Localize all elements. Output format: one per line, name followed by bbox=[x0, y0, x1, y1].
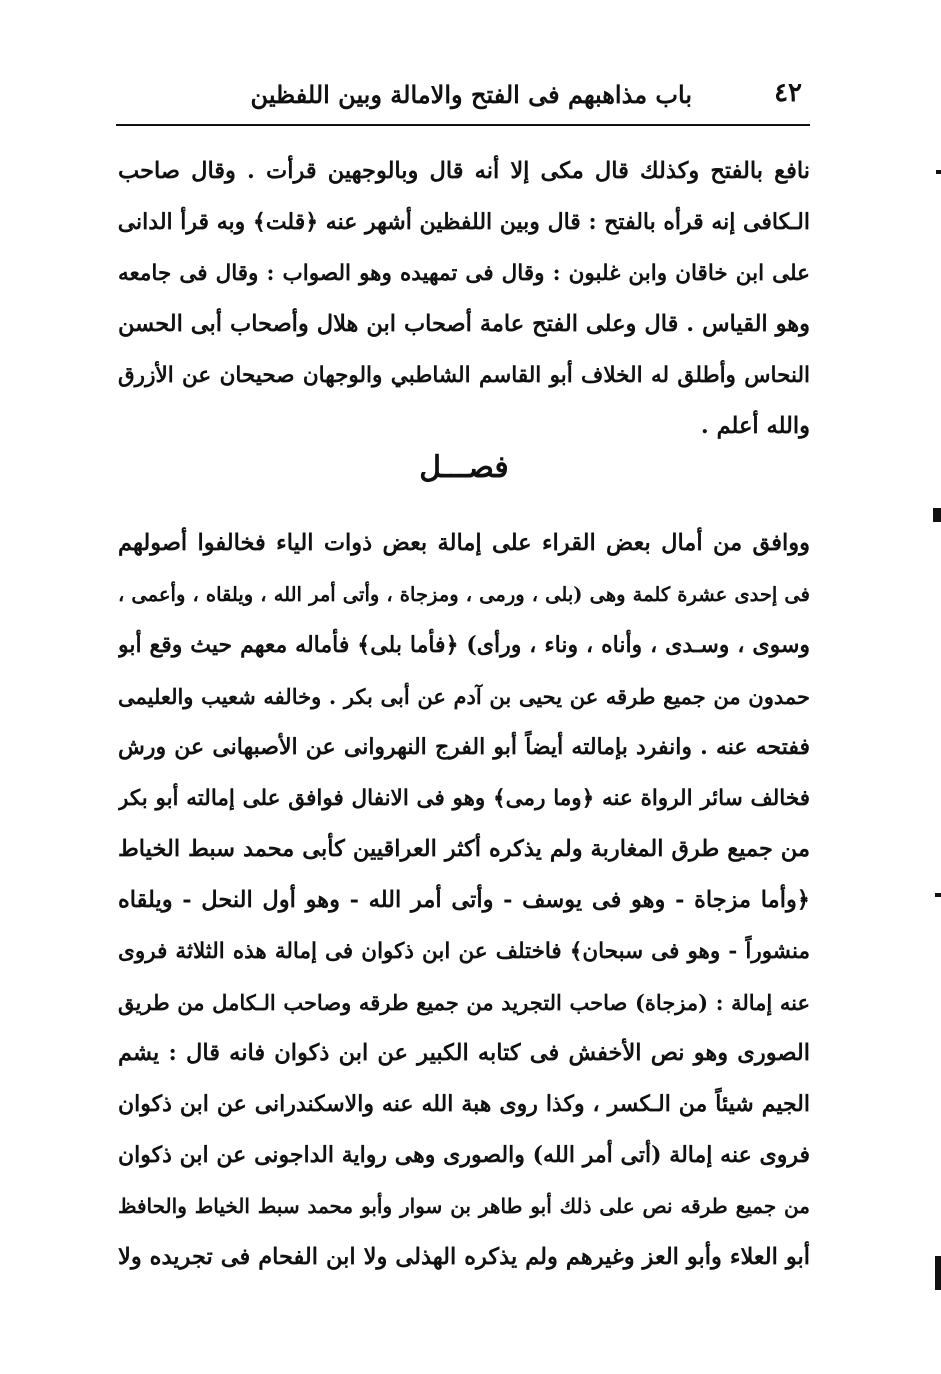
paragraph-1 bbox=[118, 146, 810, 452]
text-line: من جميع طرق المغاربة ولم يذكره أكثر العراقيين كأبى محمد سبط الخياط bbox=[118, 836, 810, 862]
running-head: باب مذاهبهم فى الفتح والامالة وبين اللفظين bbox=[250, 80, 692, 109]
scan-edge-mark bbox=[935, 893, 941, 897]
text-line: الجيم شيئاً من الـكسر ، وكذا روى هبة الله عنه والاسكندرانى عن ابن ذكوان bbox=[118, 1091, 810, 1117]
page-header bbox=[118, 74, 810, 118]
text-line: منشوراً - وهو فى سبحان﴾ فاختلف عن ابن ذكوان فى إمالة هذه الثلاثة فروى bbox=[118, 939, 810, 964]
text-line: الصورى وهو نص الأخفش فى كتابه الكبير عن ابن ذكوان فانه قال : يشم bbox=[118, 1040, 810, 1066]
text-line: على ابن خاقان وابن غلبون : وقال فى تمهيده وهو الصواب : وقال فى جامعه bbox=[118, 261, 810, 286]
text-line: النحاس وأطلق له الخلاف أبو القاسم الشاطبي والوجهان صحيحان عن الأزرق bbox=[118, 363, 810, 388]
text-line: ففتحه عنه . وانفرد بإمالته أيضاً أبو الفرج النهروانى عن الأصبهانى عن ورش bbox=[118, 734, 810, 760]
text-line: أبو العلاء وأبو العز وغيرهم ولم يذكره الهذلى ولا ابن الفحام فى تجريده ولا bbox=[118, 1244, 810, 1270]
text-line: وسوى ، وسـدى ، وأناه ، وناء ، ورأى) ﴿فأما بلى﴾ فأماله معهم حيث وقع أبو bbox=[118, 632, 810, 658]
text-line: فروى عنه إمالة (أتى أمر الله) والصورى وهى رواية الداجونى عن ابن ذكوان bbox=[118, 1142, 810, 1168]
text-line: فخالف سائر الرواة عنه ﴿وما رمى﴾ وهو فى الانفال فوافق على إمالته أبو بكر bbox=[118, 786, 810, 811]
text-line: وهو القياس . قال وعلى الفتح عامة أصحاب ابن هلال وأصحاب أبى الحسن bbox=[118, 311, 810, 337]
paragraph-2 bbox=[118, 518, 810, 1283]
text-line: فى إحدى عشرة كلمة وهى (بلى ، ورمى ، ومزجاة ، وأتى أمر الله ، ويلقاه ، وأعمى ، bbox=[118, 583, 810, 606]
text-line: من جميع طرقه نص على ذلك أبو طاهر بن سوار وأبو محمد سبط الخياط والحافظ bbox=[118, 1194, 810, 1218]
text-line: ووافق من أمال بعض القراء على إمالة بعض ذوات الياء فخالفوا أصولهم bbox=[118, 530, 810, 556]
text-line: والله أعلم . bbox=[700, 413, 810, 439]
header-rule bbox=[116, 124, 810, 126]
text-line: عنه إمالة : (مزجاة) صاحب التجريد من جميع طرقه وصاحب الـكامل من طريق bbox=[118, 990, 810, 1015]
page-number: ٤٢ bbox=[774, 78, 802, 108]
scan-edge-mark bbox=[933, 508, 941, 522]
scan-edge-mark bbox=[935, 1256, 941, 1290]
scan-edge-mark bbox=[936, 170, 941, 174]
text-line: الـكافى إنه قرأه بالفتح : قال وبين اللفظين أشهر عنه ﴿قلت﴾ وبه قرأ الدانى bbox=[118, 209, 810, 235]
section-title: فصـــل bbox=[419, 450, 509, 485]
text-line: حمدون من جميع طرقه عن يحيى بن آدم عن أبى بكر . وخالفه شعيب والعليمى bbox=[118, 684, 810, 709]
text-line: ﴿وأما مزجاة - وهو فى يوسف - وأتى أمر الله - وهو أول النحل - ويلقاه bbox=[118, 887, 810, 913]
text-line: نافع بالفتح وكذلك قال مكى إلا أنه قال وبالوجهين قرأت . وقال صاحب bbox=[118, 158, 810, 184]
